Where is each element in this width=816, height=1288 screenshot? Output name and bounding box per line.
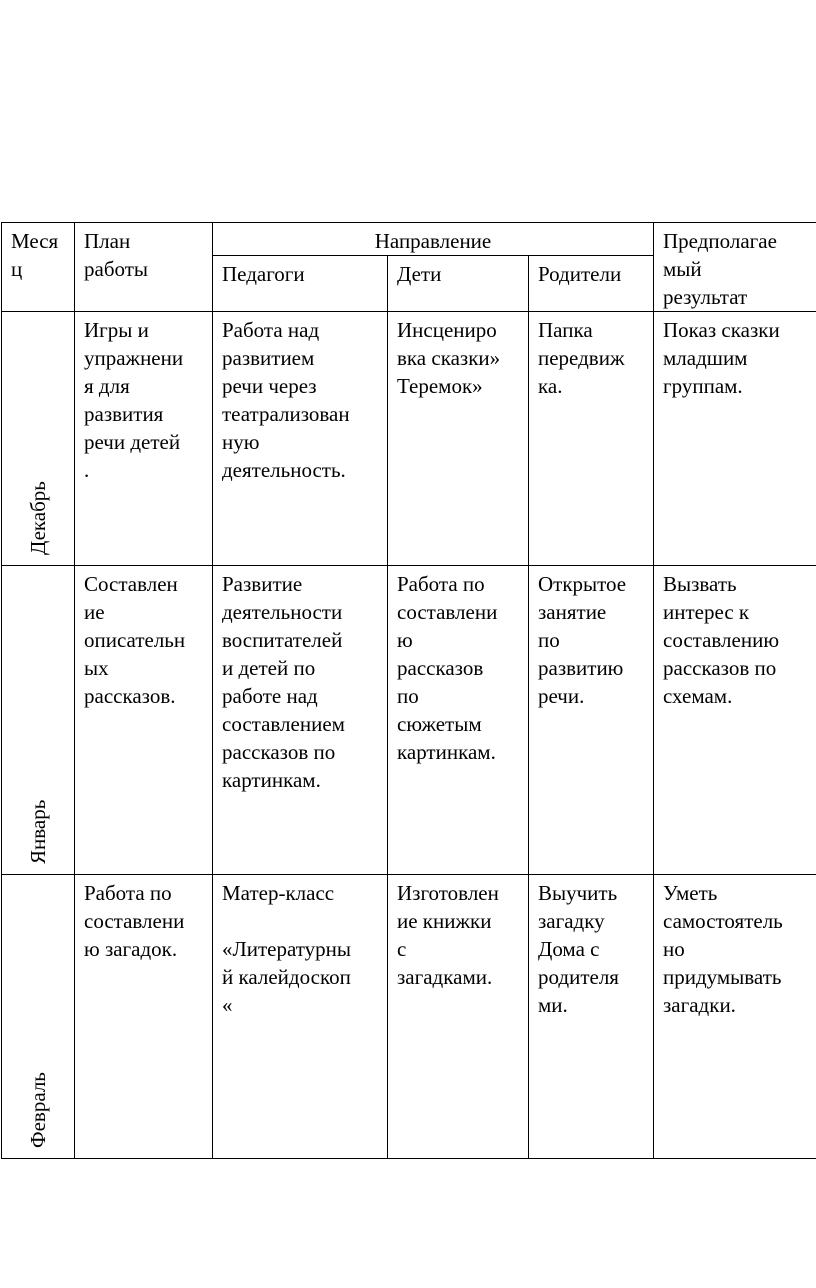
table-row — [2, 312, 816, 566]
header-teachers: Педагоги — [213, 256, 388, 312]
teachers-cell: Развитие деятельности воспитателей и детей по работе над составлением рассказов по картинкам. — [213, 566, 388, 875]
result-cell: Показ сказки младшим группам. — [654, 312, 816, 566]
header-direction: Направление — [213, 223, 654, 256]
header-children: Дети — [388, 256, 529, 312]
plan-cell: Игры и упражнени я для развития речи детей . — [75, 312, 213, 566]
header-month: Меся ц — [2, 223, 75, 312]
teachers-cell: Матер-класс «Литературны й калейдоскоп « — [213, 875, 388, 1159]
children-cell: Инсцениро вка сказки» Теремок» — [388, 312, 529, 566]
plan-cell: Работа по составлени ю загадок. — [75, 875, 213, 1159]
result-cell: Уметь самостоятель но придумывать загадки. — [654, 875, 816, 1159]
parents-cell: Выучить загадку Дома с родителя ми. — [529, 875, 654, 1159]
parents-cell: Папка передвиж ка. — [529, 312, 654, 566]
month-cell — [2, 312, 75, 566]
month-label: Февраль — [26, 1072, 50, 1148]
header-plan: План работы — [75, 223, 213, 312]
month-cell — [2, 875, 75, 1159]
plan-cell: Составлен ие описательн ых рассказов. — [75, 566, 213, 875]
teachers-cell: Работа над развитием речи через театрализован ную деятельность. — [213, 312, 388, 566]
result-cell: Вызвать интерес к составлению рассказов по схемам. — [654, 566, 816, 875]
month-cell — [2, 566, 75, 875]
month-label: Декабрь — [26, 481, 50, 555]
table-row — [2, 566, 816, 875]
header-parents: Родители — [529, 256, 654, 312]
table-row — [2, 875, 816, 1159]
month-label: Январь — [26, 799, 50, 864]
parents-cell: Открытое занятие по развитию речи. — [529, 566, 654, 875]
children-cell: Работа по составлени ю рассказов по сюжетым картинкам. — [388, 566, 529, 875]
header-result: Предполагае мый результат — [654, 223, 816, 312]
children-cell: Изготовлен ие книжки с загадками. — [388, 875, 529, 1159]
work-plan-table — [1, 222, 816, 1159]
